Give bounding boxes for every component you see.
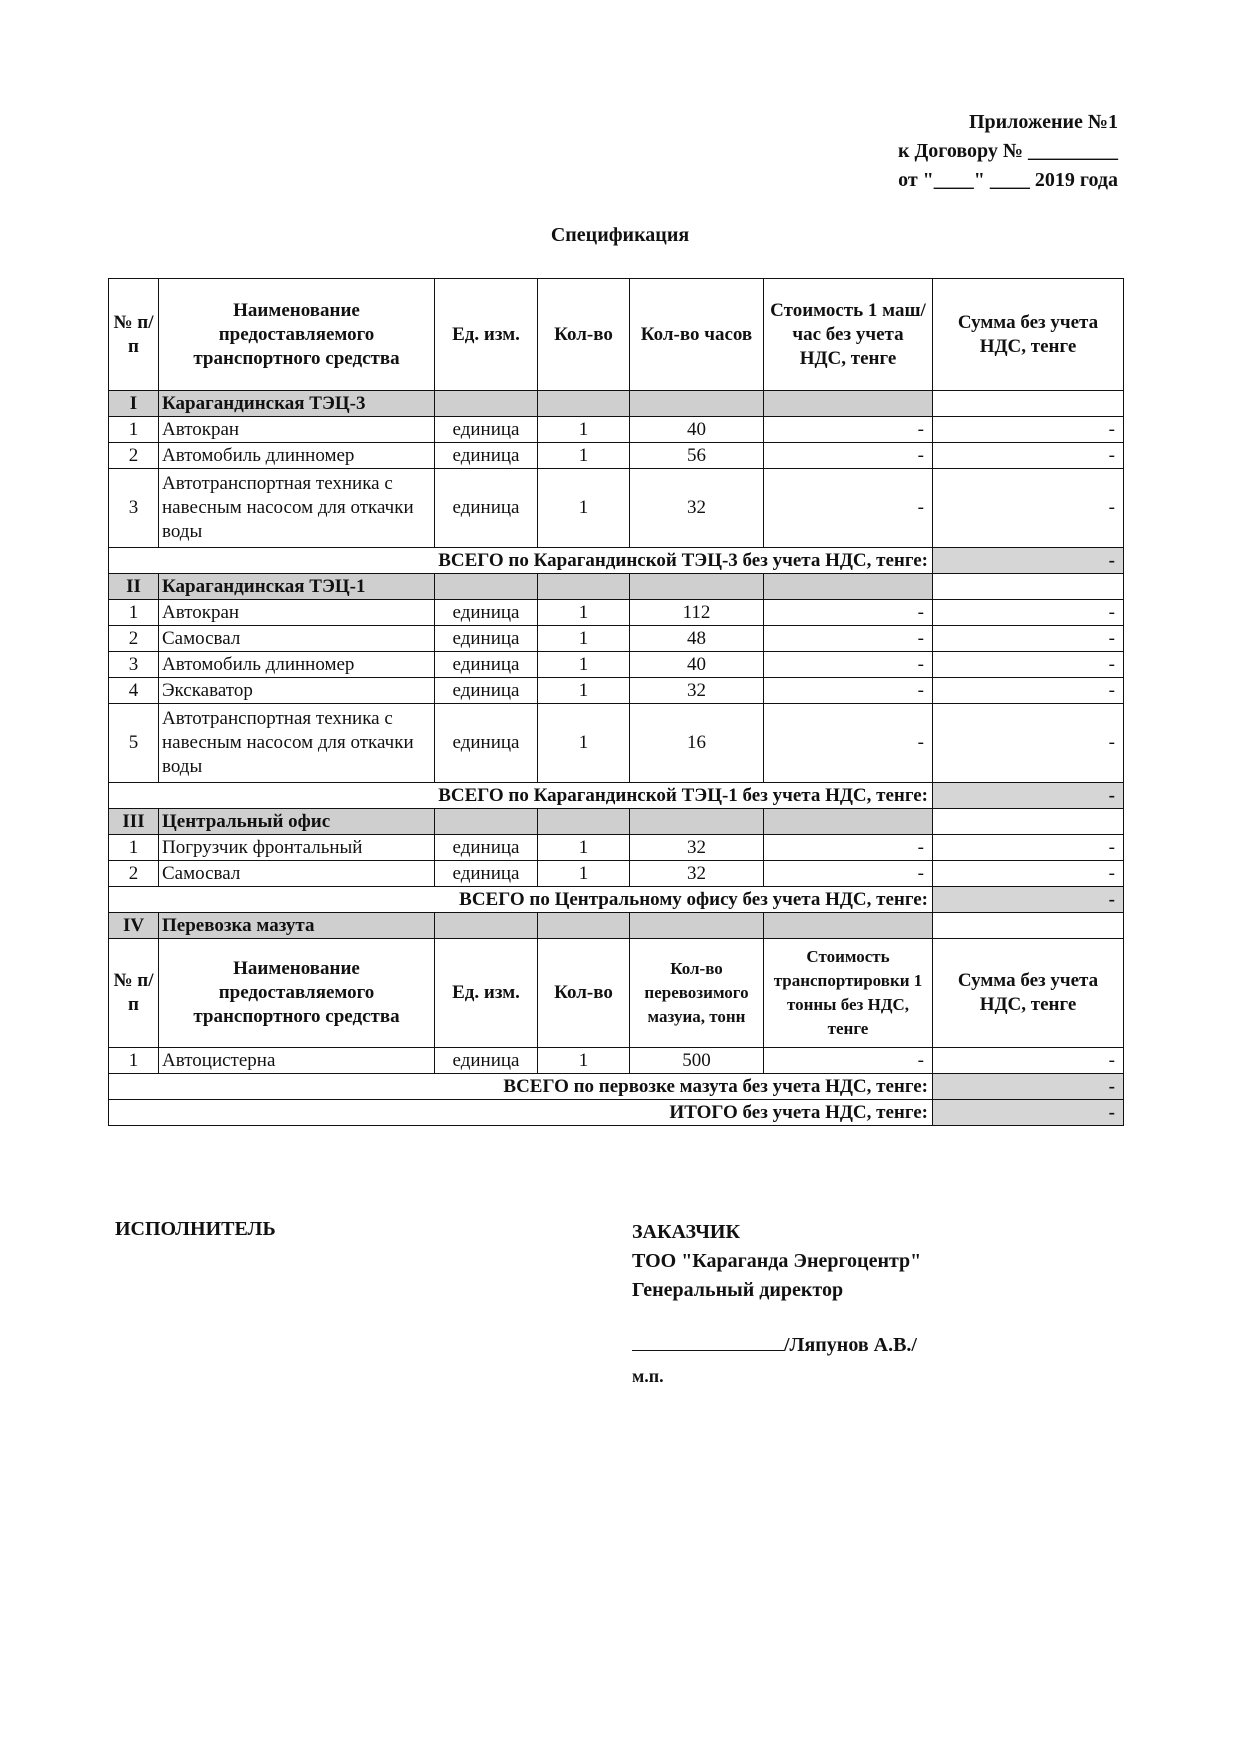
column-header-price: Стоимость 1 маш/час без учета НДС, тенге	[764, 279, 933, 391]
cell-num: 3	[109, 469, 159, 548]
column-header-unit: Ед. изм.	[435, 279, 538, 391]
table-row	[109, 626, 1124, 652]
table-row	[109, 678, 1124, 704]
cell-hours: 32	[630, 861, 764, 887]
section-total-value: -	[933, 887, 1124, 913]
cell-qty: 1	[538, 704, 630, 783]
section-total-label: ВСЕГО по Центральному офису без учета НДС, тенге:	[109, 887, 933, 913]
cell-sum: -	[933, 1048, 1124, 1074]
cell-price: -	[764, 600, 933, 626]
cell-price: -	[764, 652, 933, 678]
cell-qty: 1	[538, 443, 630, 469]
cell-num: 5	[109, 704, 159, 783]
cell-num: 2	[109, 861, 159, 887]
table-row	[109, 443, 1124, 469]
section-row	[109, 574, 1124, 600]
grand-total-value: -	[933, 1100, 1124, 1126]
grand-total-row	[109, 1100, 1124, 1126]
cell-unit: единица	[435, 443, 538, 469]
cell-sum: -	[933, 704, 1124, 783]
column-header-num: № п/п	[109, 939, 159, 1048]
column-header-price-per-ton: Стоимость транспортировки 1 тонны без НДС, тенге	[764, 939, 933, 1048]
column-header-num: № п/п	[109, 279, 159, 391]
cell-unit: единица	[435, 626, 538, 652]
cell-unit: единица	[435, 704, 538, 783]
cell-num: 3	[109, 652, 159, 678]
section-name: Перевозка мазута	[159, 913, 435, 939]
cell-sum: -	[933, 443, 1124, 469]
cell-sum: -	[933, 678, 1124, 704]
cell-price: -	[764, 443, 933, 469]
cell-sum: -	[933, 626, 1124, 652]
section-total-value: -	[933, 1074, 1124, 1100]
table-row	[109, 861, 1124, 887]
cell-hours: 32	[630, 469, 764, 548]
signature-line	[632, 1332, 917, 1357]
grand-total-label: ИТОГО без учета НДС, тенге:	[109, 1100, 933, 1126]
appendix-title: Приложение №1	[968, 111, 1118, 133]
cell-name: Автокран	[159, 417, 435, 443]
section-name: Центральный офис	[159, 809, 435, 835]
cell-unit: единица	[435, 861, 538, 887]
section-total-value: -	[933, 783, 1124, 809]
table-row	[109, 417, 1124, 443]
section-header-row	[109, 939, 1124, 1048]
section-total-row	[109, 548, 1124, 574]
cell-sum: -	[933, 417, 1124, 443]
cell-unit: единица	[435, 835, 538, 861]
customer-label: ЗАКАЗЧИК	[632, 1221, 740, 1243]
cell-qty: 1	[538, 652, 630, 678]
document-title: Спецификация	[550, 224, 690, 246]
cell-name: Самосвал	[159, 861, 435, 887]
cell-num: 1	[109, 600, 159, 626]
stamp-place: м.п.	[632, 1366, 664, 1386]
cell-hours: 40	[630, 417, 764, 443]
cell-hours: 56	[630, 443, 764, 469]
section-total-row	[109, 783, 1124, 809]
cell-name: Самосвал	[159, 626, 435, 652]
cell-num: 1	[109, 1048, 159, 1074]
cell-qty: 1	[538, 469, 630, 548]
cell-unit: единица	[435, 600, 538, 626]
cell-qty: 1	[538, 417, 630, 443]
cell-qty: 1	[538, 1048, 630, 1074]
section-row	[109, 809, 1124, 835]
table-header-row	[109, 279, 1124, 391]
cell-name: Автомобиль длинномер	[159, 652, 435, 678]
cell-num: 1	[109, 835, 159, 861]
cell-price: -	[764, 678, 933, 704]
cell-qty: 1	[538, 626, 630, 652]
section-total-label: ВСЕГО по первозке мазута без учета НДС, тенге:	[109, 1074, 933, 1100]
cell-hours: 48	[630, 626, 764, 652]
section-total-row	[109, 1074, 1124, 1100]
section-row	[109, 391, 1124, 417]
cell-unit: единица	[435, 1048, 538, 1074]
signer-name: /Ляпунов А.В./	[784, 1334, 917, 1356]
cell-sum: -	[933, 835, 1124, 861]
cell-qty: 1	[538, 861, 630, 887]
cell-hours: 32	[630, 678, 764, 704]
column-header-sum: Сумма без учета НДС, тенге	[933, 279, 1124, 391]
customer-position: Генеральный директор	[632, 1279, 844, 1301]
section-total-label: ВСЕГО по Карагандинской ТЭЦ-3 без учета НДС, тенге:	[109, 548, 933, 574]
cell-name: Автомобиль длинномер	[159, 443, 435, 469]
cell-sum: -	[933, 652, 1124, 678]
column-header-qty: Кол-во	[538, 279, 630, 391]
section-number: I	[109, 391, 159, 417]
specification-table	[108, 278, 1124, 1126]
cell-name: Автотранспортная техника с навесным насосом для откачки воды	[159, 704, 435, 783]
column-header-name: Наименование предоставляемого транспортного средства	[159, 279, 435, 391]
customer-block	[632, 1218, 921, 1305]
section-name: Карагандинская ТЭЦ-1	[159, 574, 435, 600]
cell-name: Экскаватор	[159, 678, 435, 704]
cell-unit: единица	[435, 652, 538, 678]
cell-price: -	[764, 861, 933, 887]
column-header-unit: Ед. изм.	[435, 939, 538, 1048]
cell-unit: единица	[435, 417, 538, 443]
cell-name: Автотранспортная техника с навесным насосом для откачки воды	[159, 469, 435, 548]
cell-price: -	[764, 835, 933, 861]
contract-date: от "____" ____ 2019 года	[898, 169, 1118, 191]
cell-hours: 112	[630, 600, 764, 626]
appendix-header	[898, 108, 1118, 195]
cell-price: -	[764, 626, 933, 652]
cell-qty: 1	[538, 600, 630, 626]
contract-number: к Договору № _________	[898, 140, 1118, 162]
cell-hours: 32	[630, 835, 764, 861]
table-row	[109, 469, 1124, 548]
cell-price: -	[764, 469, 933, 548]
cell-qty: 1	[538, 835, 630, 861]
column-header-hours: Кол-во часов	[630, 279, 764, 391]
section-total-label: ВСЕГО по Карагандинской ТЭЦ-1 без учета НДС, тенге:	[109, 783, 933, 809]
cell-hours: 16	[630, 704, 764, 783]
column-header-tonnage: Кол-во перевозимого мазуиа, тонн	[630, 939, 764, 1048]
cell-num: 1	[109, 417, 159, 443]
cell-unit: единица	[435, 469, 538, 548]
section-total-row	[109, 887, 1124, 913]
cell-qty: 1	[538, 678, 630, 704]
table-row	[109, 704, 1124, 783]
cell-num: 4	[109, 678, 159, 704]
table-row	[109, 600, 1124, 626]
section-row	[109, 913, 1124, 939]
column-header-name: Наименование предоставляемого транспортного средства	[159, 939, 435, 1048]
section-number: III	[109, 809, 159, 835]
executor-label: ИСПОЛНИТЕЛЬ	[115, 1218, 276, 1240]
cell-sum: -	[933, 469, 1124, 548]
table-row	[109, 835, 1124, 861]
column-header-qty: Кол-во	[538, 939, 630, 1048]
table-row	[109, 1048, 1124, 1074]
section-number: II	[109, 574, 159, 600]
customer-company: ТОО "Караганда Энергоцентр"	[632, 1250, 922, 1272]
table-row	[109, 652, 1124, 678]
cell-num: 2	[109, 443, 159, 469]
cell-name: Погрузчик фронтальный	[159, 835, 435, 861]
cell-name: Автокран	[159, 600, 435, 626]
cell-unit: единица	[435, 678, 538, 704]
cell-name: Автоцистерна	[159, 1048, 435, 1074]
cell-num: 2	[109, 626, 159, 652]
cell-tonnage: 500	[630, 1048, 764, 1074]
section-number: IV	[109, 913, 159, 939]
cell-sum: -	[933, 861, 1124, 887]
section-name: Карагандинская ТЭЦ-3	[159, 391, 435, 417]
cell-price: -	[764, 1048, 933, 1074]
cell-hours: 40	[630, 652, 764, 678]
section-total-value: -	[933, 548, 1124, 574]
signature-blank	[632, 1332, 784, 1351]
cell-sum: -	[933, 600, 1124, 626]
column-header-sum: Сумма без учета НДС, тенге	[933, 939, 1124, 1048]
cell-price: -	[764, 704, 933, 783]
cell-price: -	[764, 417, 933, 443]
